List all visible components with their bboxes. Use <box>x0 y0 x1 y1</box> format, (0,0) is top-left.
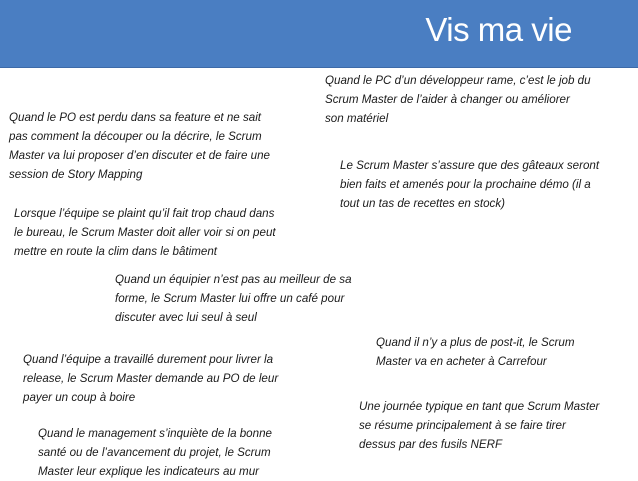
note-line: Quand le PC d’un développeur rame, c’est le job du <box>325 74 591 87</box>
note-clim <box>14 204 276 261</box>
note-po-perdu <box>9 108 270 184</box>
note-line: le bureau, le Scrum Master doit aller voir si on peut <box>14 226 276 239</box>
note-line: Quand le management s’inquiète de la bonne <box>38 427 272 440</box>
note-line: Master va lui proposer d’en discuter et de faire une <box>9 149 271 162</box>
note-line: dessus par des fusils NERF <box>359 438 503 451</box>
note-line: Master va en acheter à Carrefour <box>376 355 547 368</box>
note-line: forme, le Scrum Master lui offre un café pour <box>115 292 345 305</box>
note-cafe <box>115 270 352 327</box>
slide-title: Vis ma vie <box>425 11 572 48</box>
note-line: session de Story Mapping <box>9 168 143 181</box>
note-line: Le Scrum Master s’assure que des gâteaux seront <box>340 159 600 172</box>
note-line: pas comment la découper ou la décrire, le Scrum <box>9 130 262 143</box>
note-line: Quand il n’y a plus de post-it, le Scrum <box>376 336 575 349</box>
note-line: Quand l’équipe a travaillé durement pour livrer la <box>23 353 274 366</box>
note-pc-rame <box>325 71 591 128</box>
note-line: Quand un équipier n’est pas au meilleur de sa <box>115 273 352 286</box>
note-line: release, le Scrum Master demande au PO de leur <box>23 372 279 385</box>
note-gateaux <box>340 156 599 213</box>
note-line: santé ou de l’avancement du projet, le Scrum <box>38 446 271 459</box>
note-line: bien faits et amenés pour la prochaine démo (il a <box>340 178 591 191</box>
slide-header <box>0 0 638 68</box>
note-nerf <box>359 397 599 454</box>
note-post-it <box>376 333 574 371</box>
note-line: Lorsque l’équipe se plaint qu’il fait trop chaud dans <box>14 207 275 220</box>
note-line: tout un tas de recettes en stock) <box>340 197 505 210</box>
note-line: Une journée typique en tant que Scrum Master <box>359 400 600 413</box>
note-line: Scrum Master de l’aider à changer ou améliorer <box>325 93 570 106</box>
note-line: son matériel <box>325 112 389 125</box>
note-management <box>38 424 272 481</box>
note-release <box>23 350 278 407</box>
note-line: Master leur explique les indicateurs au mur <box>38 465 260 478</box>
note-line: se résume principalement à se faire tirer <box>359 419 566 432</box>
note-line: Quand le PO est perdu dans sa feature et ne sait <box>9 111 261 124</box>
note-line: mettre en route la clim dans le bâtiment <box>14 245 217 258</box>
note-line: discuter avec lui seul à seul <box>115 311 257 324</box>
note-line: payer un coup à boire <box>23 391 136 404</box>
